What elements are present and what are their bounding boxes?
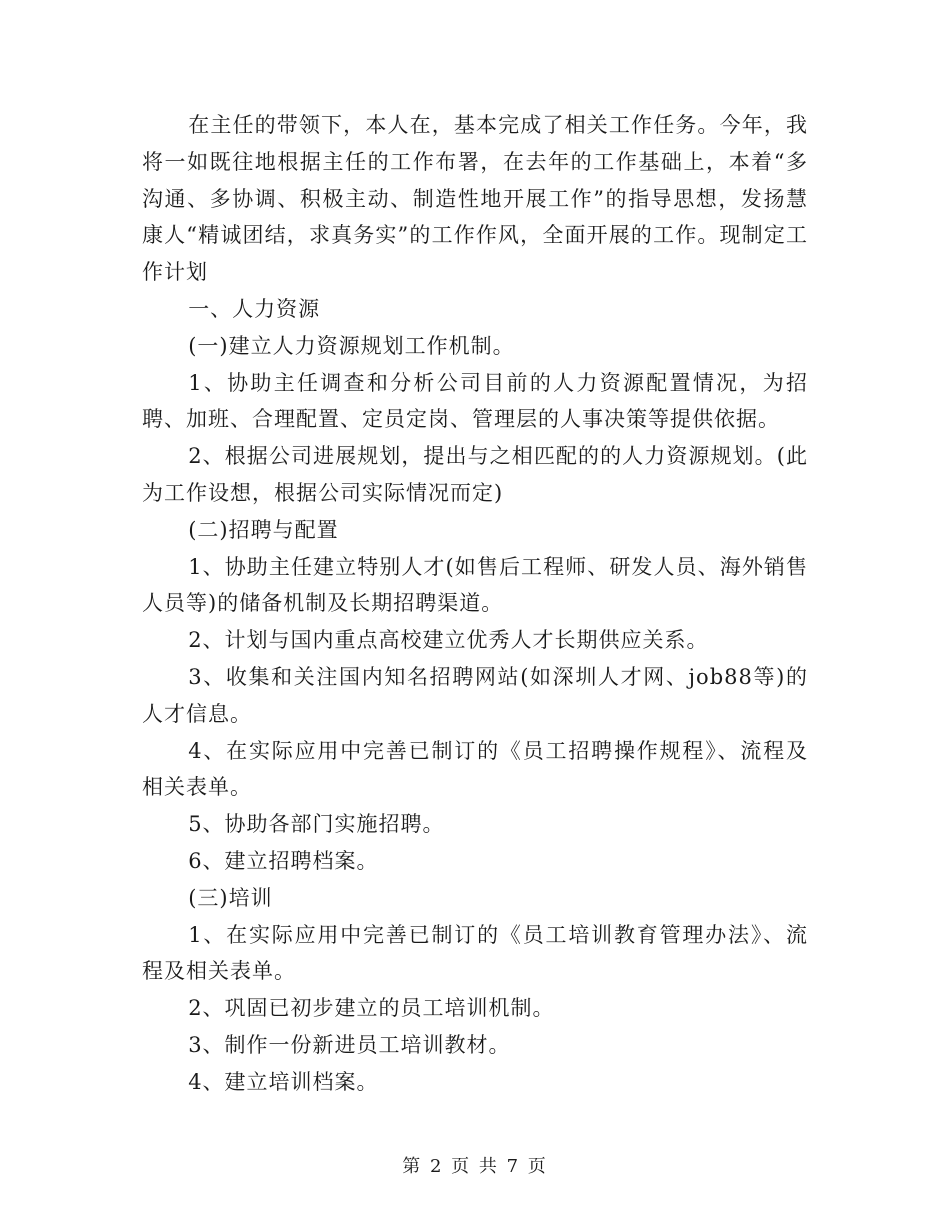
paragraph-item: 1、协助主任调查和分析公司目前的人力资源配置情况，为招聘、加班、合理配置、定员定岗、管理层的人事决策等提供依据。 [142, 370, 808, 432]
document-body [142, 107, 808, 1101]
paragraph-item: 2、计划与国内重点高校建立优秀人才长期供应关系。 [188, 628, 709, 653]
subheading-planning: (一)建立人力资源规划工作机制。 [188, 333, 515, 358]
paragraph-item: 4、在实际应用中完善已制订的《员工招聘操作规程》、流程及相关表单。 [142, 738, 808, 800]
paragraph-item: 2、巩固已初步建立的员工培训机制。 [188, 996, 555, 1021]
page-number-footer: 第 2 页 共 7 页 [402, 1156, 548, 1177]
paragraph-item: 1、在实际应用中完善已制订的《员工培训教育管理办法》、流程及相关表单。 [142, 922, 808, 984]
paragraph-item: 5、协助各部门实施招聘。 [188, 812, 445, 837]
paragraph-item: 3、收集和关注国内知名招聘网站(如深圳人才网、job88等)的人才信息。 [142, 664, 808, 726]
subheading-recruitment: (二)招聘与配置 [188, 517, 339, 542]
paragraph-item: 2、根据公司进展规划，提出与之相匹配的的人力资源规划。(此为工作设想，根据公司实际情况而定) [142, 444, 808, 505]
paragraph-item: 4、建立培训档案。 [188, 1069, 379, 1094]
paragraph-intro: 在主任的带领下，本人在，基本完成了相关工作任务。今年，我将一如既往地根据主任的工作布署，在去年的工作基础上，本着“多沟通、多协调、积极主动、制造性地开展工作”的指导思想，发扬慧康人“精诚团结，求真务实”的工作作风，全面开展的工作。现制定工作计划 [142, 113, 808, 285]
subheading-training: (三)培训 [188, 885, 273, 910]
heading-human-resources: 一、人力资源 [188, 296, 321, 321]
paragraph-item: 3、制作一份新进员工培训教材。 [188, 1032, 511, 1057]
paragraph-item: 6、建立招聘档案。 [188, 848, 379, 873]
paragraph-item: 1、协助主任建立特别人才(如售后工程师、研发人员、海外销售人员等)的储备机制及长期招聘渠道。 [142, 554, 808, 616]
